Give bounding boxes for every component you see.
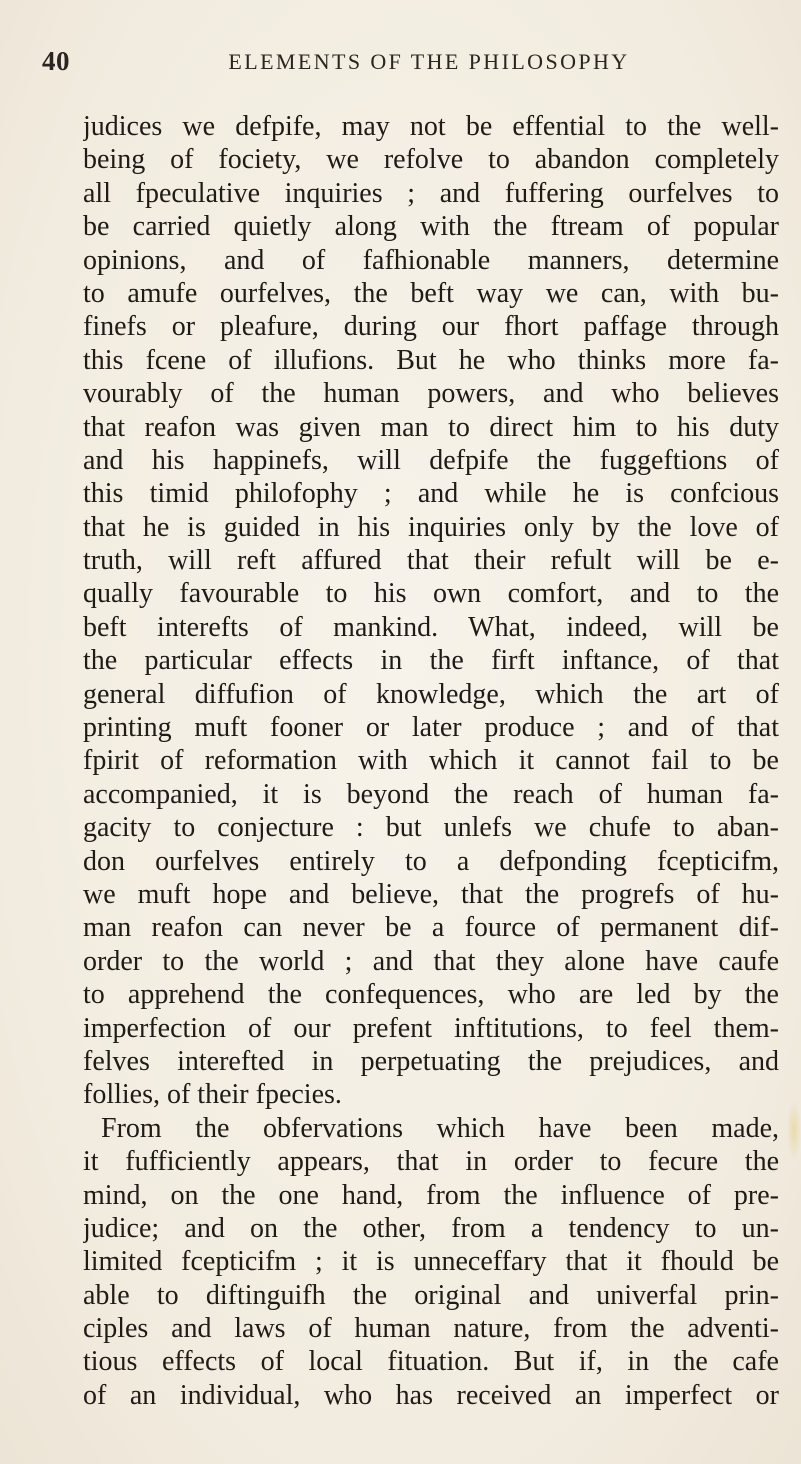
- text-line: imperfection of our prefent inftitutions, to feel them-: [83, 1012, 779, 1044]
- text-line: order to the world ; and that they alone have caufe: [83, 945, 779, 977]
- text-line: general diffufion of knowledge, which the art of: [83, 678, 779, 710]
- text-line: felves interefted in perpetuating the prejudices, and: [83, 1045, 779, 1077]
- text-line: don ourfelves entirely to a defponding fcepticifm,: [83, 845, 779, 877]
- text-line: this timid philofophy ; and while he is confcious: [83, 478, 779, 510]
- text-line: that reafon was given man to direct him to his duty: [83, 411, 779, 443]
- text-line: opinions, and of fafhionable manners, determine: [83, 244, 779, 276]
- text-line: judices we defpife, may not be effential to the well-: [83, 111, 779, 142]
- paragraph-end-line: follies, of their fpecies.: [83, 1079, 342, 1111]
- text-line: of an individual, who has received an imperfect or: [83, 1379, 779, 1411]
- text-line: qually favourable to his own comfort, and to the: [83, 578, 779, 610]
- text-line: limited fcepticifm ; it is unneceffary that it fhould be: [83, 1246, 779, 1278]
- text-line: vourably of the human powers, and who believes: [83, 378, 779, 410]
- text-line: man reafon can never be a fource of permanent dif-: [83, 912, 779, 944]
- text-line: to amufe ourfelves, the beft way we can, with bu-: [83, 277, 779, 309]
- text-line: mind, on the one hand, from the influence of pre-: [83, 1179, 779, 1211]
- text-line: gacity to conjecture : but unlefs we chufe to aban-: [83, 812, 779, 844]
- text-line: judice; and on the other, from a tendency to un-: [83, 1212, 779, 1244]
- text-line: it fufficiently appears, that in order to fecure the: [83, 1146, 779, 1178]
- text-line: truth, will reft affured that their refult will be e-: [83, 545, 779, 577]
- running-head: [42, 46, 762, 86]
- text-line: this fcene of illufions. But he who thinks more fa-: [83, 344, 779, 376]
- text-line: accompanied, it is beyond the reach of human fa-: [83, 778, 779, 810]
- text-line: printing muft fooner or later produce ; and of that: [83, 712, 779, 744]
- text-line: be carried quietly along with the ftream of popular: [83, 211, 779, 243]
- paper-stain: [787, 1100, 801, 1160]
- text-line: tious effects of local fituation. But if, in the cafe: [83, 1346, 779, 1378]
- text-line: ciples and laws of human nature, from the adventi-: [83, 1313, 779, 1345]
- body-text: [83, 110, 779, 1412]
- text-line: and his happinefs, will defpife the fuggeftions of: [83, 444, 779, 476]
- text-line: that he is guided in his inquiries only by the love of: [83, 511, 779, 543]
- text-line: able to diftinguifh the original and univerfal prin-: [83, 1279, 779, 1311]
- text-line: finefs or pleafure, during our fhort paffage through: [83, 311, 779, 343]
- text-line: beft interefts of mankind. What, indeed, will be: [83, 611, 779, 643]
- text-line: to apprehend the confequences, who are led by the: [83, 979, 779, 1011]
- text-line: we muft hope and believe, that the progrefs of hu-: [83, 878, 779, 910]
- running-title: ELEMENTS OF THE PHILOSOPHY: [228, 49, 630, 74]
- text-line: fpirit of reformation with which it cannot fail to be: [83, 745, 779, 777]
- page-number: 40: [42, 46, 70, 76]
- text-line: the particular effects in the firft inftance, of that: [83, 645, 779, 677]
- paragraph-start-line: From the obfervations which have been made,: [101, 1112, 779, 1144]
- text-line: all fpeculative inquiries ; and fuffering ourfelves to: [83, 177, 779, 209]
- text-line: being of fociety, we refolve to abandon completely: [83, 144, 779, 176]
